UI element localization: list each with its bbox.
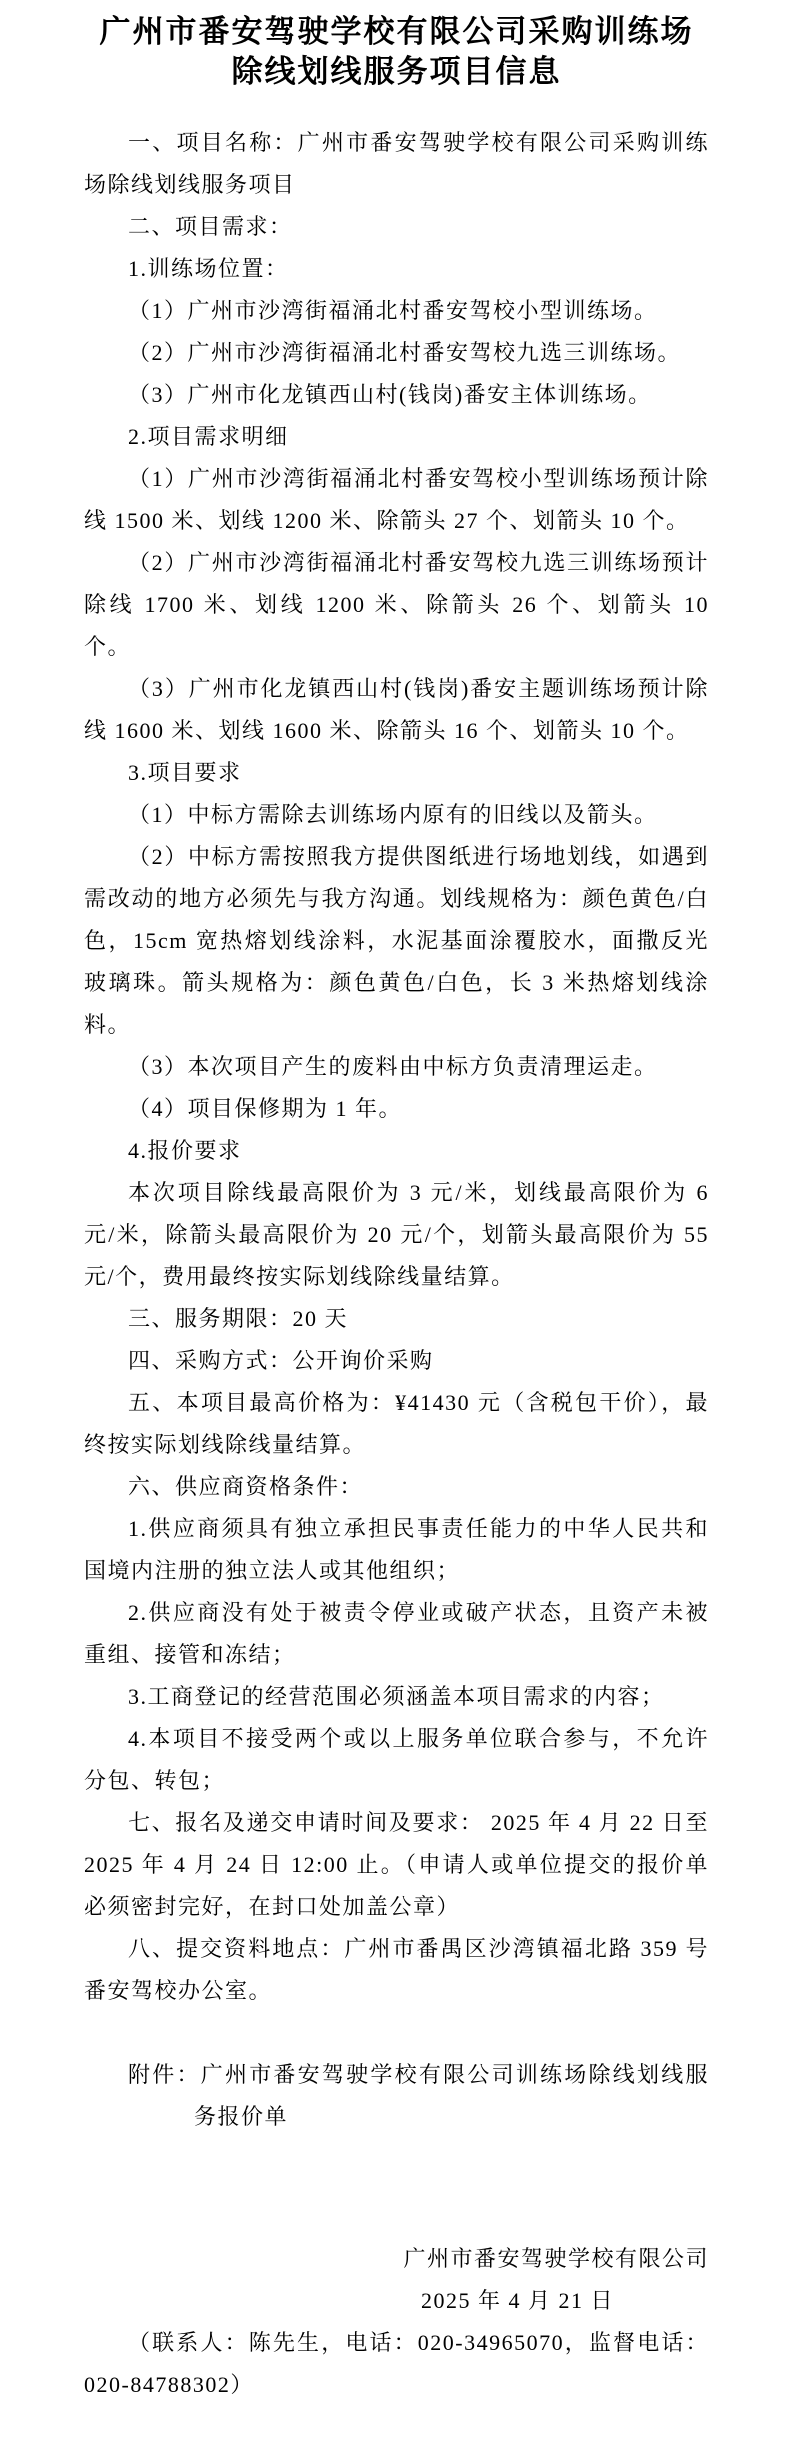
- paragraph-requirement-4: （4）项目保修期为 1 年。: [128, 1096, 403, 1121]
- paragraph-quote-limits: 本次项目除线最高限价为 3 元/米，划线最高限价为 6 元/米，除箭头最高限价为 20 元/个，划箭头最高限价为 55 元/个，费用最终按实际划线除线量结算。: [84, 1180, 709, 1289]
- paragraph-application-time: 七、报名及递交申请时间及要求： 2025 年 4 月 22 日至 2025 年 4 月 24 日 12:00 止。（申请人或单位提交的报价单必须密封完好，在封口处加盖公章）: [84, 1810, 709, 1919]
- signature-date: 2025 年 4 月 21 日: [420, 2288, 614, 2313]
- title-line-1: 广州市番安驾驶学校有限公司采购训练场: [99, 14, 694, 49]
- paragraph-supplier-4: 4.本项目不接受两个或以上服务单位联合参与，不允许分包、转包；: [84, 1726, 709, 1793]
- paragraph-section-2-heading: 二、项目需求：: [128, 214, 293, 239]
- paragraph-detail-2: （2）广州市沙湾街福涌北村番安驾校九选三训练场预计除线 1700 米、划线 1200 米、除箭头 26 个、划箭头 10 个。: [84, 550, 709, 659]
- paragraph-submit-location: 八、提交资料地点：广州市番禺区沙湾镇福北路 359 号番安驾校办公室。: [84, 1936, 709, 2003]
- paragraph-requirement-1: （1）中标方需除去训练场内原有的旧线以及箭头。: [128, 802, 658, 827]
- paragraph-project-name: 一、项目名称：广州市番安驾驶学校有限公司采购训练场除线划线服务项目: [84, 130, 709, 197]
- paragraph-supplier-2: 2.供应商没有处于被责令停业或破产状态，且资产未被重组、接管和冻结；: [84, 1600, 709, 1667]
- paragraph-location-1: （1）广州市沙湾街福涌北村番安驾校小型训练场。: [128, 298, 658, 323]
- paragraph-location-3: （3）广州市化龙镇西山村(钱岗)番安主体训练场。: [128, 382, 652, 407]
- paragraph-quote-heading: 4.报价要求: [128, 1138, 242, 1163]
- paragraph-detail-1: （1）广州市沙湾街福涌北村番安驾校小型训练场预计除线 1500 米、划线 1200 米、除箭头 27 个、划箭头 10 个。: [84, 466, 709, 533]
- paragraph-max-price: 五、本项目最高价格为：¥41430 元（含税包干价），最终按实际划线除线量结算。: [84, 1390, 709, 1457]
- paragraph-detail-heading: 2.项目需求明细: [128, 424, 289, 449]
- signature-company: 广州市番安驾驶学校有限公司: [403, 2246, 709, 2271]
- paragraph-location-2: （2）广州市沙湾街福涌北村番安驾校九选三训练场。: [128, 340, 682, 365]
- document-title: [84, 12, 709, 92]
- paragraph-supplier-1: 1.供应商须具有独立承担民事责任能力的中华人民共和国境内注册的独立法人或其他组织；: [84, 1516, 709, 1583]
- paragraph-service-period: 三、服务期限：20 天: [128, 1306, 349, 1331]
- contact-info: （联系人：陈先生，电话：020-34965070，监督电话：020-84788302）: [84, 2330, 709, 2397]
- title-line-2: 除线划线服务项目信息: [231, 54, 562, 89]
- paragraph-requirements-heading: 3.项目要求: [128, 760, 242, 785]
- attachment-note: 附件：广州市番安驾驶学校有限公司训练场除线划线服务报价单: [128, 2062, 709, 2129]
- paragraph-detail-3: （3）广州市化龙镇西山村(钱岗)番安主题训练场预计除线 1600 米、划线 1600 米、除箭头 16 个、划箭头 10 个。: [84, 676, 709, 743]
- signature-block: [84, 2238, 709, 2406]
- paragraph-supplier-heading: 六、供应商资格条件：: [128, 1474, 364, 1499]
- paragraph-supplier-3: 3.工商登记的经营范围必须涵盖本项目需求的内容；: [128, 1684, 665, 1709]
- paragraph-requirement-2: （2）中标方需按照我方提供图纸进行场地划线，如遇到需改动的地方必须先与我方沟通。划线规格为：颜色黄色/白色，15cm 宽热熔划线涂料，水泥基面涂覆胶水，面撒反光玻璃珠。箭头规格为：颜色黄色/白色，长 3 米热熔划线涂料。: [84, 844, 709, 1037]
- paragraph-requirement-3: （3）本次项目产生的废料由中标方负责清理运走。: [128, 1054, 658, 1079]
- paragraph-locations-heading: 1.训练场位置：: [128, 256, 289, 281]
- paragraph-purchase-method: 四、采购方式：公开询价采购: [128, 1348, 434, 1373]
